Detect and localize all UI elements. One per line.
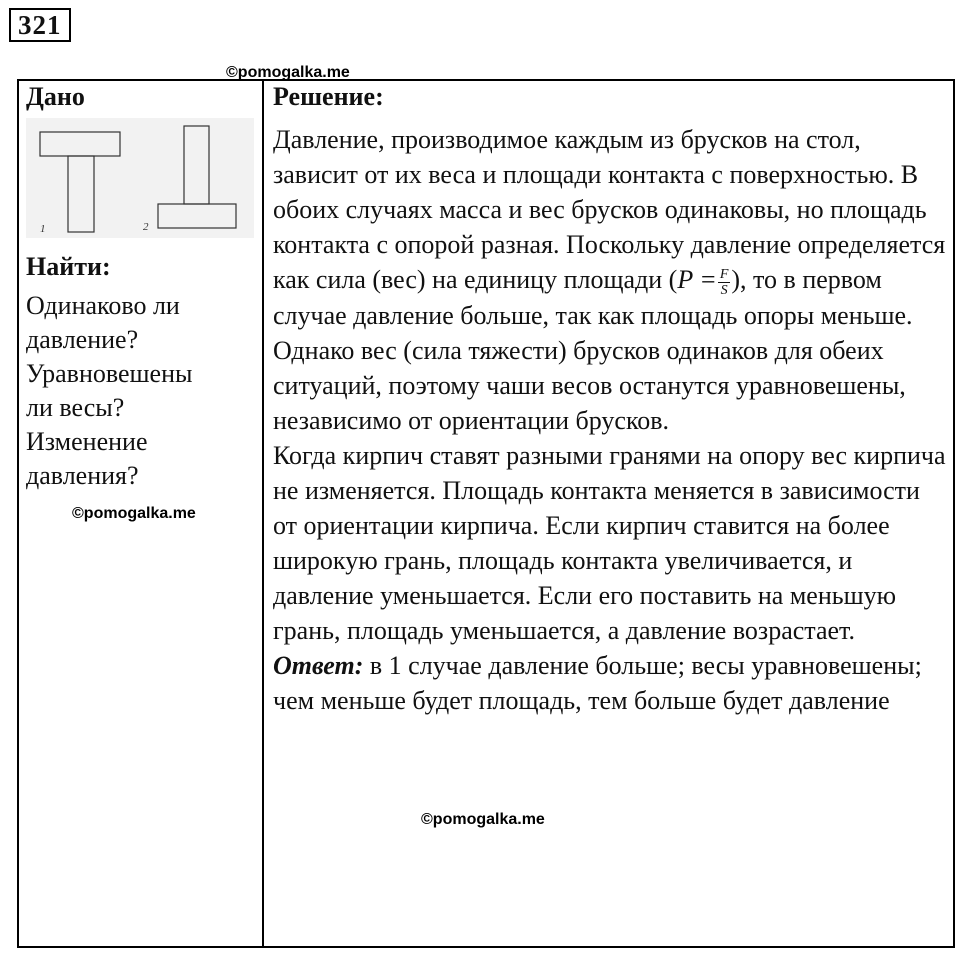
answer-paragraph: [273, 648, 948, 718]
column-divider: [262, 79, 264, 948]
find-line: Уравновешены: [26, 359, 193, 388]
solution-p1-start: Давление, производимое каждым из брусков на стол, зависит от их веса и площади контакта с поверхностью. В обоих случаях масса и вес брусков одинаковы, но площадь контакта с опорой разная. Поскольку давление определяется как сила (вес) на единицу площади (: [273, 125, 946, 294]
answer-text: в 1 случае давление больше; весы уравновешены; чем меньше будет площадь, тем больше будет давление: [273, 650, 922, 715]
watermark-left: ©pomogalka.me: [72, 505, 196, 522]
solution-p1-end: ), то в первом случае давление больше, так как площадь опоры меньше.: [273, 265, 913, 330]
formula-denominator: S: [720, 282, 728, 298]
solution-heading: Решение:: [273, 82, 384, 111]
pressure-formula-fraction: [718, 267, 731, 298]
figure-label-1: 1: [40, 223, 46, 235]
watermark-bottom: ©pomogalka.me: [421, 811, 545, 828]
solution-paragraph-3: Когда кирпич ставят разными гранями на опору вес кирпича не изменяется. Площадь контакта меняется в зависимости от ориентации кирпича. Если кирпич ставится на более широкую грань, площадь контакта увеличивается, и давление уменьшается. Если его поставить на меньшую грань, площадь уменьшается, а давление возрастает.: [273, 440, 946, 645]
find-section: [26, 250, 258, 493]
find-line: ли весы?: [26, 393, 125, 422]
bricks-diagram: [26, 118, 254, 238]
bricks-figure: [26, 118, 254, 238]
solution-body: [273, 122, 948, 718]
solution-column: [273, 80, 948, 718]
find-line: давления?: [26, 461, 139, 490]
find-heading: Найти:: [26, 252, 111, 281]
problem-number: 321: [9, 8, 71, 42]
solution-paragraph-2: Однако вес (сила тяжести) брусков одинаков для обеих ситуаций, поэтому чаши весов останутся уравновешены, независимо от ориентации брусков.: [273, 335, 906, 435]
given-column: [26, 80, 258, 114]
watermark-top: ©pomogalka.me: [226, 64, 350, 81]
figure-label-2: 2: [143, 221, 149, 233]
given-heading: Дано: [26, 82, 85, 111]
find-line: Одинаково ли: [26, 291, 180, 320]
formula-numerator: F: [719, 266, 729, 282]
solution-paragraph-1: [273, 122, 948, 333]
find-questions: [26, 289, 258, 493]
pressure-formula-lhs: P =: [677, 265, 717, 294]
find-line: давление?: [26, 325, 139, 354]
answer-label: Ответ:: [273, 650, 364, 680]
find-line: Изменение: [26, 427, 148, 456]
